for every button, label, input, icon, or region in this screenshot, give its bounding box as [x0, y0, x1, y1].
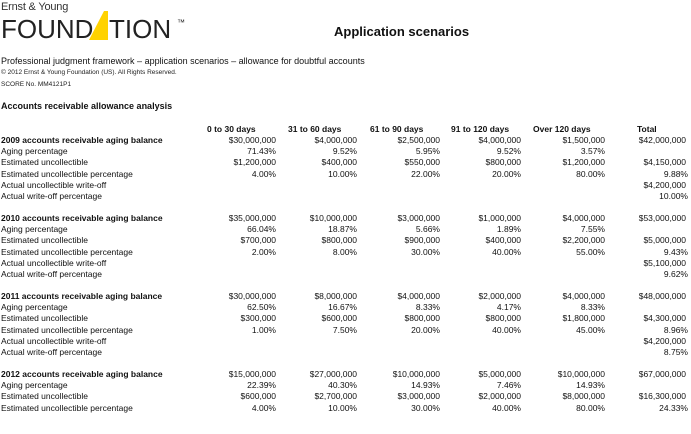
table-cell: $4,000,000: [562, 213, 605, 223]
table-cell: 14.93%: [411, 380, 440, 391]
table-cell: 45.00%: [576, 324, 605, 335]
table-cell: 7.50%: [332, 324, 357, 335]
total-cell: 8.96%: [663, 324, 688, 335]
total-cell: $4,150,000: [643, 157, 686, 168]
row-label: Actual uncollectible write-off: [1, 257, 107, 268]
table-cell: 20.00%: [492, 168, 521, 179]
total-cell: 9.62%: [663, 269, 688, 279]
total-cell: $4,200,000: [643, 179, 686, 190]
row-label: Actual uncollectible write-off: [1, 179, 107, 190]
table-cell: 1.89%: [496, 224, 521, 235]
table-cell: $800,000: [321, 235, 357, 246]
table-cell: $3,000,000: [397, 213, 440, 223]
table-cell: 80.00%: [576, 402, 605, 413]
block-title: 2011 accounts receivable aging balance: [1, 291, 163, 301]
col-header-31-60: 31 to 60 days: [288, 124, 342, 134]
row-label: Estimated uncollectible: [1, 235, 88, 246]
table-cell: 20.00%: [411, 324, 440, 335]
table-cell: 55.00%: [576, 246, 605, 257]
total-cell: 8.75%: [663, 347, 688, 357]
table-cell: $15,000,000: [228, 369, 276, 379]
ey-foundation-logo: [1, 1, 201, 41]
total-cell: 9.43%: [663, 246, 688, 257]
row-label: Aging percentage: [1, 146, 68, 157]
logo-tm: ™: [177, 18, 185, 27]
document-subtitle: Professional judgment framework – application scenarios – allowance for doubtful accounts: [1, 56, 365, 66]
table-cell: $400,000: [485, 235, 521, 246]
table-cell: $4,000,000: [478, 135, 521, 145]
table-cell: $600,000: [240, 391, 276, 402]
table-cell: $3,000,000: [397, 391, 440, 402]
block-title: 2012 accounts receivable aging balance: [1, 369, 163, 379]
table-cell: 8.33%: [415, 302, 440, 313]
total-cell: $53,000,000: [638, 213, 686, 223]
row-label: Actual uncollectible write-off: [1, 335, 107, 346]
logo-top-line: Ernst & Young: [1, 1, 69, 13]
table-cell: $600,000: [321, 313, 357, 324]
table-cell: 62.50%: [247, 302, 276, 313]
col-header-over-120: Over 120 days: [533, 124, 591, 134]
total-cell: $5,100,000: [643, 257, 686, 268]
row-label: Estimated uncollectible: [1, 391, 88, 402]
table-cell: $10,000,000: [309, 213, 357, 223]
table-cell: 18.87%: [328, 224, 357, 235]
table-cell: 5.66%: [415, 224, 440, 235]
table-cell: $2,000,000: [478, 391, 521, 402]
total-cell: 24.33%: [659, 402, 688, 413]
table-cell: 71.43%: [247, 146, 276, 157]
block-title: 2009 accounts receivable aging balance: [1, 135, 163, 145]
table-cell: $1,000,000: [478, 213, 521, 223]
total-cell: 9.88%: [663, 168, 688, 179]
total-cell: $67,000,000: [638, 369, 686, 379]
table-cell: $1,200,000: [562, 157, 605, 168]
table-cell: 40.30%: [328, 380, 357, 391]
table-cell: 4.17%: [496, 302, 521, 313]
table-cell: 40.00%: [492, 246, 521, 257]
table-cell: 7.46%: [496, 380, 521, 391]
table-cell: $27,000,000: [309, 369, 357, 379]
total-cell: $42,000,000: [638, 135, 686, 145]
table-cell: $800,000: [485, 157, 521, 168]
total-cell: $16,300,000: [638, 391, 686, 402]
table-cell: $300,000: [240, 313, 276, 324]
col-header-91-120: 91 to 120 days: [451, 124, 510, 134]
table-cell: $900,000: [404, 235, 440, 246]
table-cell: $5,000,000: [478, 369, 521, 379]
table-cell: $800,000: [404, 313, 440, 324]
total-cell: $4,200,000: [643, 335, 686, 346]
table-cell: 22.39%: [247, 380, 276, 391]
table-cell: $10,000,000: [557, 369, 605, 379]
table-cell: 5.95%: [415, 146, 440, 157]
table-cell: 40.00%: [492, 402, 521, 413]
table-cell: $1,800,000: [562, 313, 605, 324]
page-title: Application scenarios: [334, 24, 470, 39]
logo-word-right: TION: [109, 14, 172, 41]
table-cell: $8,000,000: [314, 291, 357, 301]
row-label: Actual write-off percentage: [1, 347, 102, 357]
row-label: Aging percentage: [1, 380, 68, 391]
table-cell: $2,700,000: [314, 391, 357, 402]
table-cell: 40.00%: [492, 324, 521, 335]
total-cell: $5,000,000: [643, 235, 686, 246]
table-cell: $10,000,000: [392, 369, 440, 379]
total-cell: 10.00%: [659, 191, 688, 201]
table-cell: $4,000,000: [314, 135, 357, 145]
row-label: Estimated uncollectible percentage: [1, 246, 133, 257]
col-header-0-30: 0 to 30 days: [207, 124, 256, 134]
table-cell: 7.55%: [580, 224, 605, 235]
row-label: Aging percentage: [1, 302, 68, 313]
table-cell: 16.67%: [328, 302, 357, 313]
table-cell: 8.00%: [332, 246, 357, 257]
table-cell: $8,000,000: [562, 391, 605, 402]
table-cell: $1,200,000: [233, 157, 276, 168]
table-cell: 4.00%: [251, 168, 276, 179]
table-cell: 2.00%: [251, 246, 276, 257]
table-cell: 30.00%: [411, 402, 440, 413]
row-label: Estimated uncollectible percentage: [1, 324, 133, 335]
col-header-total: Total: [637, 124, 657, 134]
table-cell: 1.00%: [251, 324, 276, 335]
table-cell: 9.52%: [496, 146, 521, 157]
table-cell: $400,000: [321, 157, 357, 168]
table-cell: $30,000,000: [228, 291, 276, 301]
total-cell: $48,000,000: [638, 291, 686, 301]
block-title: 2010 accounts receivable aging balance: [1, 213, 163, 223]
table-cell: 66.04%: [247, 224, 276, 235]
table-cell: $4,000,000: [562, 291, 605, 301]
table-cell: 8.33%: [580, 302, 605, 313]
table-cell: 9.52%: [332, 146, 357, 157]
row-label: Estimated uncollectible percentage: [1, 402, 133, 413]
row-label: Estimated uncollectible: [1, 313, 88, 324]
table-cell: $2,200,000: [562, 235, 605, 246]
logo-wordmark: [1, 11, 201, 41]
table-cell: 22.00%: [411, 168, 440, 179]
table-cell: 14.93%: [576, 380, 605, 391]
table-cell: 10.00%: [328, 402, 357, 413]
table-cell: 30.00%: [411, 246, 440, 257]
row-label: Actual write-off percentage: [1, 191, 102, 201]
total-cell: $4,300,000: [643, 313, 686, 324]
copyright-notice: © 2012 Ernst & Young Foundation (US). All Rights Reserved.: [1, 69, 177, 76]
row-label: Estimated uncollectible percentage: [1, 168, 133, 179]
table-cell: 80.00%: [576, 168, 605, 179]
table-cell: $2,000,000: [478, 291, 521, 301]
table-cell: $1,500,000: [562, 135, 605, 145]
table-cell: $2,500,000: [397, 135, 440, 145]
row-label: Aging percentage: [1, 224, 68, 235]
table-cell: 4.00%: [251, 402, 276, 413]
table-cell: $35,000,000: [228, 213, 276, 223]
table-cell: 3.57%: [580, 146, 605, 157]
table-cell: $800,000: [485, 313, 521, 324]
table-cell: $30,000,000: [228, 135, 276, 145]
table-cell: 10.00%: [328, 168, 357, 179]
col-header-61-90: 61 to 90 days: [370, 124, 424, 134]
logo-word-left: FOUND: [1, 14, 94, 41]
table-cell: $550,000: [404, 157, 440, 168]
table-cell: $4,000,000: [397, 291, 440, 301]
row-label: Actual write-off percentage: [1, 269, 102, 279]
section-title: Accounts receivable allowance analysis: [1, 101, 173, 111]
table-cell: $700,000: [240, 235, 276, 246]
score-number: SCORE No. MM4121P1: [1, 81, 72, 88]
row-label: Estimated uncollectible: [1, 157, 88, 168]
